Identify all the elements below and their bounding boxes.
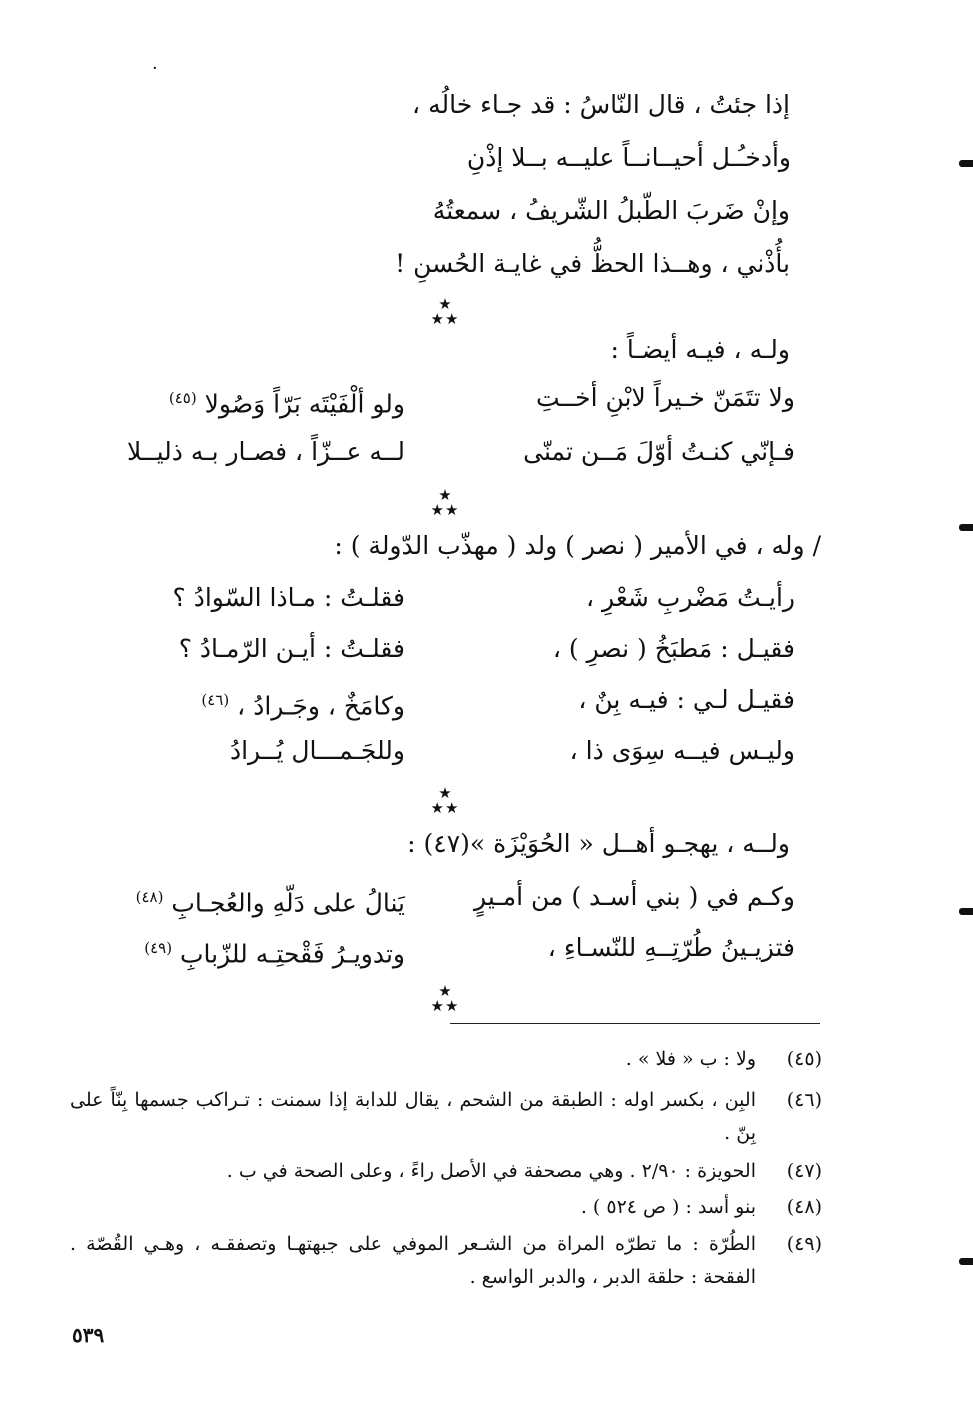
hemistich-first: فتزيـينُ طُرّتِــهِ للنّسـاءِ ، (547, 933, 795, 962)
footnote-number: (٤٧) (786, 1160, 822, 1182)
footnote-text: البِن ، بكسر اوله : الطبقة من الشحم ، يقال للدابة إذا سمنت : تـراكب جسمها بِنّاً على بِنّ . (70, 1089, 756, 1144)
footnote-ref: (٤٨) (135, 888, 164, 906)
page-number: ٥٣٩ (72, 1323, 105, 1347)
hemistich-first: وليـس فيــه سِوَى ذا ، (569, 736, 795, 765)
footnote (70, 1155, 822, 1188)
footnote (70, 1191, 822, 1224)
section-separator: ★ ★★ (430, 295, 460, 328)
footnote-text: بنو أسد : ( ص ٥٢٤ ) . (580, 1196, 756, 1218)
poem-line: وإنْ ضَربَ الطّبلُ الشّريفُ ، سمعتُهُ (432, 196, 790, 225)
scan-margin-mark (959, 524, 973, 531)
footnote-text: الطُرّة : ما تطرّه المراة من الشـعر الموفي على جبهتهـا وتصفقـه ، وهـي القُصّة . الفقحة : حلقة الدبر ، والدبر الواسع . (70, 1233, 756, 1288)
hemistich-second (75, 877, 405, 923)
hemistich-first: رأيـتُ مَضْربِ شَعْرِ ، (586, 583, 795, 612)
hemistich-second (75, 378, 405, 424)
footnote-text: ولا : ب « فلا » . (625, 1048, 756, 1070)
hemistich-second: فقلـتُ : مـاذا السّوادُ ؟ (172, 583, 405, 612)
couplet (75, 928, 795, 968)
couplet (75, 578, 795, 618)
footnote-ref: (٤٥) (168, 389, 197, 407)
footnote (70, 1228, 822, 1296)
couplet (75, 432, 795, 472)
section-heading: ولـه ، فيـه أيضـاً : (610, 335, 790, 364)
scan-margin-mark (959, 160, 973, 167)
footnote-text: الحويزة : ٢/٩٠ . وهي مصحفة في الأصل راءً ، وعلى الصحة في ب . (226, 1160, 756, 1182)
hemistich-first: وكـم في ( بني أسـد ) من أمـيرٍ (474, 882, 795, 911)
couplet (75, 629, 795, 669)
footnote-divider (450, 1023, 820, 1024)
scan-margin-mark (959, 908, 973, 915)
hemistich-first: فقيـل لـي : فيـه بِنٌ ، (578, 685, 795, 714)
poem-line: إذا جئتُ ، قال النّاسُ : قد جـاء خالُه ، (412, 90, 790, 119)
couplet (75, 877, 795, 917)
footnote-ref: (٤٦) (201, 691, 230, 709)
hemistich-second: فقلـتُ : أيـن الرّمـادُ ؟ (178, 634, 405, 663)
couplet (75, 731, 795, 771)
hemistich-first: فقيـل : مَطبَخُ ( نصرِ ) ، (552, 634, 795, 663)
scan-margin-mark (959, 1258, 973, 1265)
footnote-number: (٤٦) (786, 1089, 822, 1111)
hemistich-second (75, 680, 405, 726)
footnote-number: (٤٥) (786, 1048, 822, 1070)
couplet (75, 378, 795, 418)
footnote (70, 1084, 822, 1152)
hemistich-second: لــه عــزّاً ، فصـار بـه ذليــلا (127, 437, 405, 466)
couplet (75, 680, 795, 720)
footnote-ref: (٤٩) (144, 939, 173, 957)
section-separator: ★ ★★ (430, 982, 460, 1015)
section-separator: ★ ★★ (430, 784, 460, 817)
hemistich-text: يَنالُ على دَلّهِ والعُجـابِ (171, 888, 405, 918)
hemistich-second (75, 928, 405, 974)
hemistich-text: وكامَخٌ ، وجَـرادُ ، (237, 691, 405, 721)
footnote-number: (٤٩) (786, 1233, 822, 1255)
section-separator: ★ ★★ (430, 486, 460, 519)
hemistich-text: ولو ألْفَيْتَه بَرّاً وَصُولا (204, 389, 405, 419)
hemistich-first: ولا تتَمَنّ خـيراً لابْنِ أخــتِ (535, 383, 795, 412)
section-heading: / وله ، في الأمير ( نصر ) ولد ( مهذّب الدّولة ) : (334, 531, 821, 560)
poem-line: بأُذْني ، وهــذا الحظُّ في غايـة الحُسنِ ! (395, 249, 790, 278)
hemistich-first: فـإنّي كنـتُ أوّلَ مَــن تمنّى (523, 437, 795, 466)
poem-line: وأدخـُـل أحيــانــاً عليــه بــلا إذْنِ (466, 143, 791, 172)
footnote (70, 1043, 822, 1076)
hemistich-second: وللجَـمـــال يُــرادُ (229, 736, 405, 765)
section-heading: ولــه ، يهجـو أهــل « الحُوَيْزَة »(٤٧) : (407, 829, 790, 858)
ink-dot: · (152, 58, 158, 79)
footnote-number: (٤٨) (786, 1196, 822, 1218)
hemistich-text: وتدويـرُ فَقْحتِـه للزّبابِ (180, 939, 405, 969)
